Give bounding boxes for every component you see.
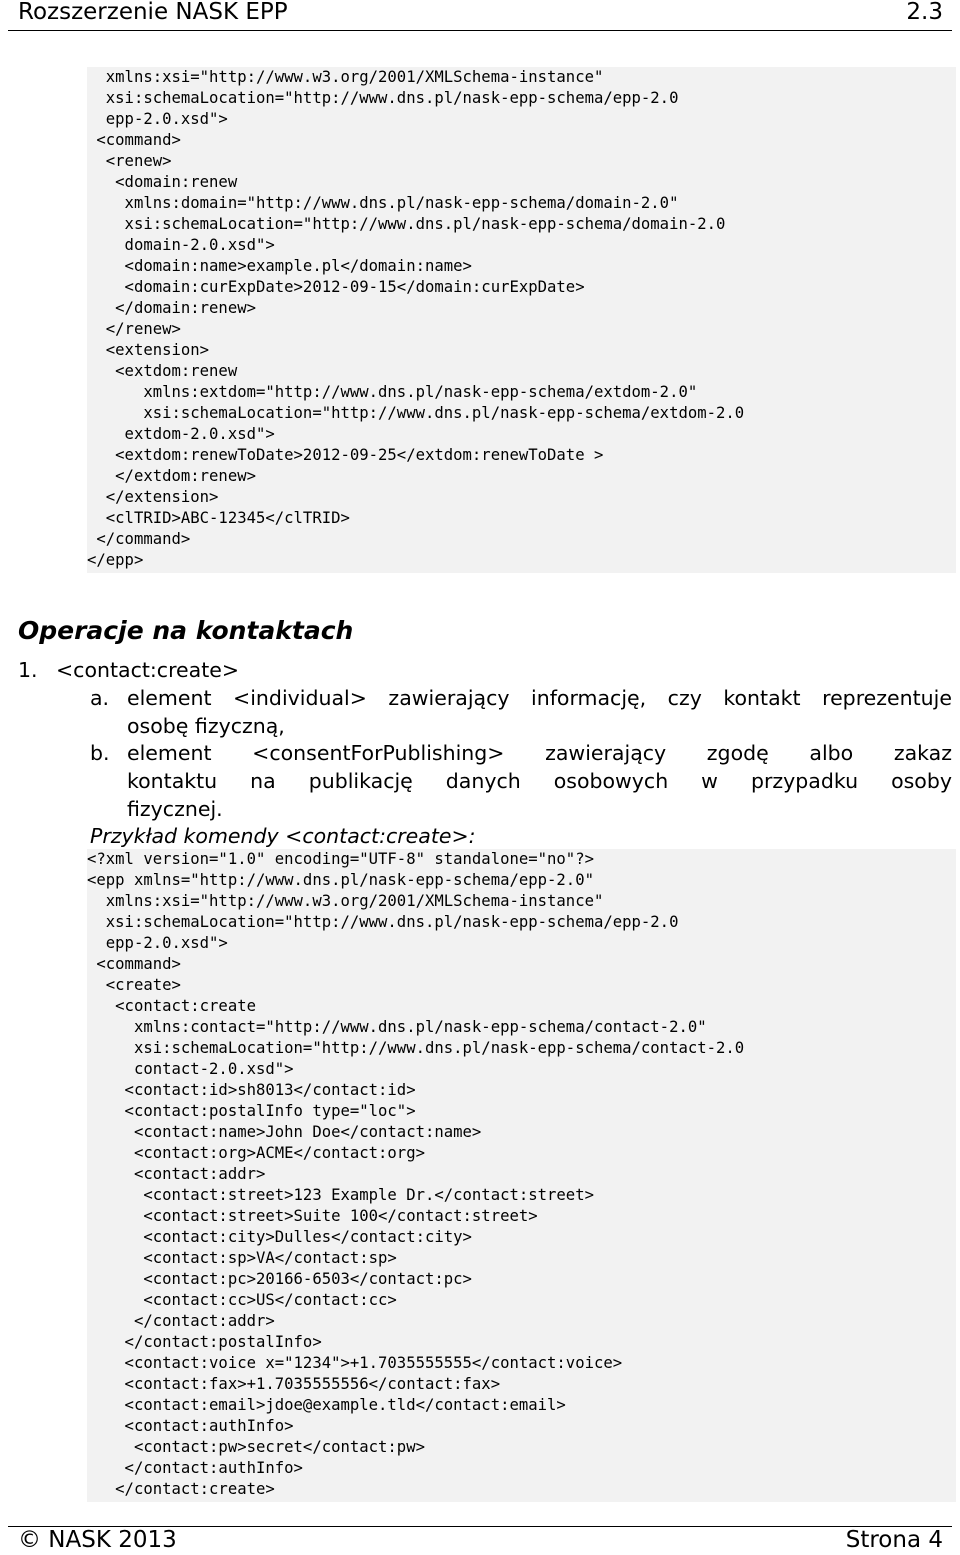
example-label: Przykład komendy <contact:create>:	[90, 824, 476, 848]
sublist-b-line2: kontaktu na publikację danych osobowych w przypadku osoby	[127, 769, 952, 793]
sublist-a-line1: element <individual> zawierający informację, czy kontakt reprezentuje	[127, 686, 952, 710]
code-line: <command>	[87, 131, 181, 149]
list-item-label: <contact:create>	[56, 658, 240, 682]
code-line: <contact:street>123 Example Dr.</contact:street>	[87, 1186, 594, 1204]
header-title: Rozszerzenie NASK EPP	[18, 0, 288, 25]
code-line: <contact:fax>+1.7035555556</contact:fax>	[87, 1375, 501, 1393]
code-line: extdom-2.0.xsd">	[87, 425, 275, 443]
code-line: <extension>	[87, 341, 210, 359]
code-line: <renew>	[87, 152, 172, 170]
code-line: </command>	[87, 530, 191, 548]
code-line: xsi:schemaLocation="http://www.dns.pl/nask-epp-schema/extdom-2.0	[87, 404, 745, 422]
code-line: <contact:id>sh8013</contact:id>	[87, 1081, 416, 1099]
code-line: xsi:schemaLocation="http://www.dns.pl/nask-epp-schema/epp-2.0	[87, 89, 679, 107]
code-line: <contact:pw>secret</contact:pw>	[87, 1438, 425, 1456]
list-number: 1.	[18, 658, 38, 682]
header-rule	[8, 30, 952, 31]
code-line: <domain:renew	[87, 173, 238, 191]
section-title: Operacje na kontaktach	[18, 616, 354, 645]
code-line: <contact:voice x="1234">+1.7035555555</contact:voice>	[87, 1354, 623, 1372]
code-line: xmlns:domain="http://www.dns.pl/nask-epp-schema/domain-2.0"	[87, 194, 679, 212]
footer-copyright: © NASK 2013	[18, 1527, 177, 1553]
sublist-a-line2: osobę fizyczną,	[127, 714, 285, 738]
code-line: <extdom:renew	[87, 362, 238, 380]
code-line: xsi:schemaLocation="http://www.dns.pl/nask-epp-schema/contact-2.0	[87, 1039, 745, 1057]
code-line: <contact:create	[87, 997, 256, 1015]
header-version: 2.3	[906, 0, 943, 25]
code-line: </extension>	[87, 488, 219, 506]
code-line: <contact:name>John Doe</contact:name>	[87, 1123, 482, 1141]
code-line: <clTRID>ABC-12345</clTRID>	[87, 509, 350, 527]
footer-page-number: Strona 4	[845, 1527, 943, 1553]
code-line: <domain:name>example.pl</domain:name>	[87, 257, 472, 275]
sublist-marker-a: a.	[90, 686, 110, 710]
code-line: <contact:street>Suite 100</contact:street>	[87, 1207, 538, 1225]
code-line: </extdom:renew>	[87, 467, 256, 485]
code-line: epp-2.0.xsd">	[87, 110, 228, 128]
code-line: </renew>	[87, 320, 181, 338]
code-line: <?xml version="1.0" encoding="UTF-8" standalone="no"?>	[87, 850, 594, 868]
code-line: <contact:authInfo>	[87, 1417, 294, 1435]
code-line: <contact:postalInfo type="loc">	[87, 1102, 416, 1120]
code-line: <contact:email>jdoe@example.tld</contact:email>	[87, 1396, 566, 1414]
code-line: </epp>	[87, 551, 144, 569]
code-block-contact-create	[87, 849, 956, 1502]
sublist-b-line1: element <consentForPublishing> zawierający zgodę albo zakaz	[127, 741, 952, 765]
code-block-domain-renew	[87, 67, 956, 573]
code-line: <contact:pc>20166-6503</contact:pc>	[87, 1270, 472, 1288]
code-line: <command>	[87, 955, 181, 973]
code-line: xsi:schemaLocation="http://www.dns.pl/nask-epp-schema/domain-2.0	[87, 215, 726, 233]
code-line: </contact:addr>	[87, 1312, 275, 1330]
code-line: contact-2.0.xsd">	[87, 1060, 294, 1078]
code-line: epp-2.0.xsd">	[87, 934, 228, 952]
code-line: <contact:addr>	[87, 1165, 266, 1183]
code-line: xsi:schemaLocation="http://www.dns.pl/nask-epp-schema/epp-2.0	[87, 913, 679, 931]
code-line: <extdom:renewToDate>2012-09-25</extdom:renewToDate >	[87, 446, 604, 464]
code-line: xmlns:contact="http://www.dns.pl/nask-epp-schema/contact-2.0"	[87, 1018, 707, 1036]
code-line: </contact:create>	[87, 1480, 275, 1498]
code-line: domain-2.0.xsd">	[87, 236, 275, 254]
sublist-b-line3: fizycznej.	[127, 797, 223, 821]
code-line: xmlns:xsi="http://www.w3.org/2001/XMLSchema-instance"	[87, 892, 604, 910]
code-line: </contact:postalInfo>	[87, 1333, 322, 1351]
code-line: <contact:cc>US</contact:cc>	[87, 1291, 397, 1309]
code-line: xmlns:xsi="http://www.w3.org/2001/XMLSchema-instance"	[87, 68, 604, 86]
code-line: <contact:city>Dulles</contact:city>	[87, 1228, 472, 1246]
code-line: <contact:org>ACME</contact:org>	[87, 1144, 425, 1162]
code-line: <domain:curExpDate>2012-09-15</domain:curExpDate>	[87, 278, 585, 296]
code-line: </domain:renew>	[87, 299, 256, 317]
page-header	[0, 0, 960, 26]
code-line: <create>	[87, 976, 181, 994]
code-line: <contact:sp>VA</contact:sp>	[87, 1249, 397, 1267]
code-line: </contact:authInfo>	[87, 1459, 303, 1477]
code-line: xmlns:extdom="http://www.dns.pl/nask-epp-schema/extdom-2.0"	[87, 383, 698, 401]
sublist-marker-b: b.	[90, 741, 110, 765]
code-line: <epp xmlns="http://www.dns.pl/nask-epp-schema/epp-2.0"	[87, 871, 594, 889]
